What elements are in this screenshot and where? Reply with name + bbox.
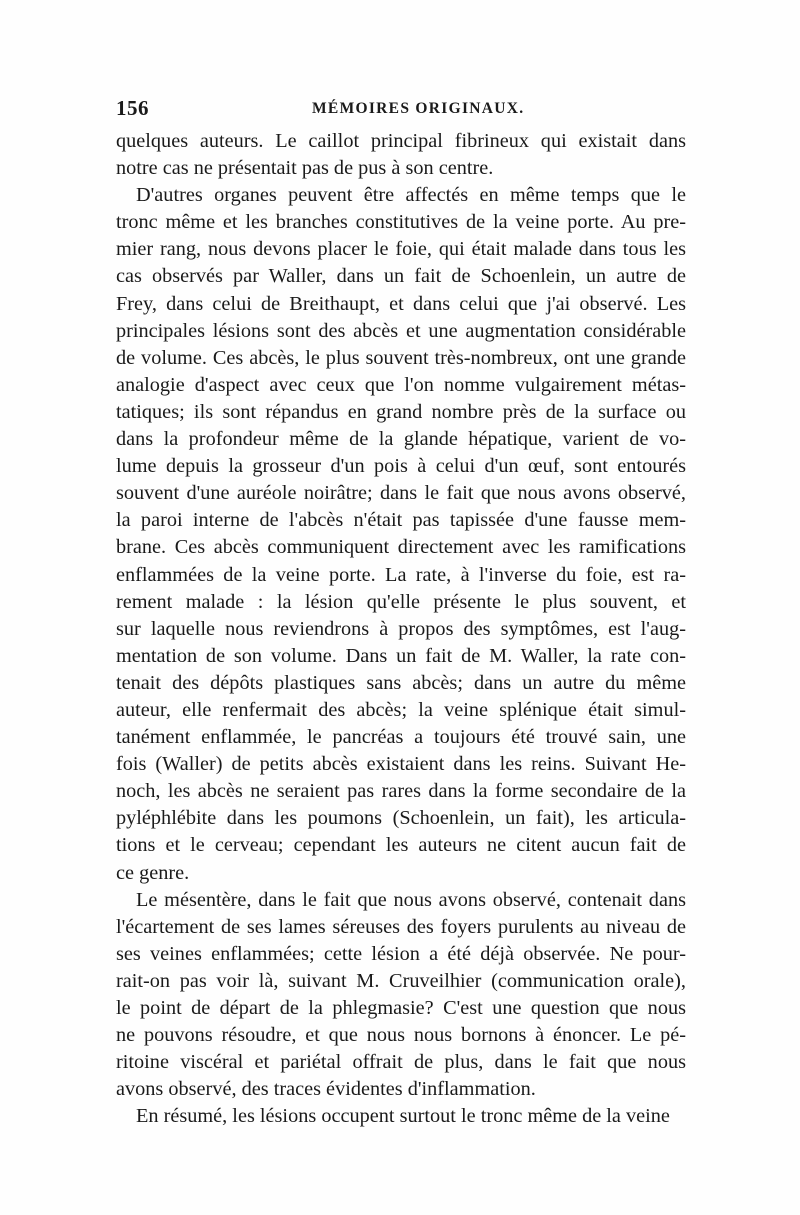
text-line: principales lésions sont des abcès et une augmentation considérable — [116, 319, 686, 342]
page-number: 156 — [116, 96, 149, 120]
text-line: le point de départ de la phlegmasie? C'est une question que nous — [116, 997, 686, 1019]
running-title: MÉMOIRES ORIGINAUX. — [312, 100, 525, 117]
text-line: auteur, elle renfermait des abcès; la veine splénique était simul- — [116, 698, 686, 721]
text-line: enflammées de la veine porte. La rate, à l'inverse du foie, est ra- — [116, 563, 686, 586]
text-line: ritoine viscéral et pariétal offrait de plus, dans le fait que nous — [116, 1051, 686, 1074]
text-line: D'autres organes peuvent être affectés en même temps que le — [136, 184, 686, 207]
text-line: mier rang, nous devons placer le foie, qui était malade dans tous les — [116, 238, 686, 261]
text-line: quelques auteurs. Le caillot principal fibrineux qui existait dans — [116, 130, 686, 152]
paragraph — [116, 128, 686, 182]
text-line: de volume. Ces abcès, le plus souvent très-nombreux, ont une grande — [116, 346, 686, 369]
text-line: tatiques; ils sont répandus en grand nombre près de la surface ou — [116, 400, 686, 423]
text-line: En résumé, les lésions occupent surtout le tronc même de la veine — [136, 1105, 670, 1128]
paragraph — [116, 1103, 686, 1130]
text-line: ce genre. — [116, 861, 190, 884]
text-line: rait-on pas voir là, suivant M. Cruveilhier (communication orale), — [116, 969, 686, 992]
text-line: cas observés par Waller, dans un fait de Schoenlein, un autre de — [116, 265, 686, 288]
body-text — [116, 128, 686, 1130]
text-line: tenait des dépôts plastiques sans abcès; dans un autre du même — [116, 671, 686, 694]
text-line: dans la profondeur même de la glande hépatique, varient de vo- — [116, 428, 686, 451]
text-line: ses veines enflammées; cette lésion a été déjà observée. Ne pour- — [116, 942, 686, 965]
text-line: tions et le cerveau; cependant les auteurs ne citent aucun fait de — [116, 834, 686, 857]
text-line: Le mésentère, dans le fait que nous avons observé, contenait dans — [136, 888, 686, 911]
text-line: souvent d'une auréole noirâtre; dans le fait que nous avons observé, — [116, 482, 686, 505]
paragraph — [116, 182, 686, 886]
text-line: analogie d'aspect avec ceux que l'on nomme vulgairement métas- — [116, 373, 686, 396]
text-line: ne pouvons résoudre, et que nous nous bornons à énoncer. Le pé- — [116, 1024, 686, 1047]
text-line: noch, les abcès ne seraient pas rares dans la forme secondaire de la — [116, 780, 686, 803]
text-line: avons observé, des traces évidentes d'inflammation. — [116, 1078, 536, 1101]
text-line: brane. Ces abcès communiquent directement avec les ramifications — [116, 536, 686, 559]
text-line: tanément enflammée, le pancréas a toujours été trouvé sain, une — [116, 726, 686, 749]
text-line: l'écartement de ses lames séreuses des foyers purulents au niveau de — [116, 915, 686, 938]
text-line: rement malade : la lésion qu'elle présente le plus souvent, et — [116, 590, 686, 613]
text-line: Frey, dans celui de Breithaupt, et dans celui que j'ai observé. Les — [116, 292, 686, 315]
paragraph — [116, 887, 686, 1104]
text-line: fois (Waller) de petits abcès existaient dans les reins. Suivant He- — [116, 753, 686, 776]
text-line: la paroi interne de l'abcès n'était pas tapissée d'une fausse mem- — [116, 509, 686, 532]
running-head — [116, 96, 686, 126]
text-line: sur laquelle nous reviendrons à propos des symptômes, est l'aug- — [116, 617, 686, 640]
text-line: notre cas ne présentait pas de pus à son centre. — [116, 157, 494, 180]
text-line: lume depuis la grosseur d'un pois à celui d'un œuf, sont entourés — [116, 455, 686, 478]
text-line: mentation de son volume. Dans un fait de M. Waller, la rate con- — [116, 644, 686, 667]
text-line: tronc même et les branches constitutives de la veine porte. Au pre- — [116, 211, 686, 234]
text-line: pyléphlébite dans les poumons (Schoenlein, un fait), les articula- — [116, 807, 686, 830]
